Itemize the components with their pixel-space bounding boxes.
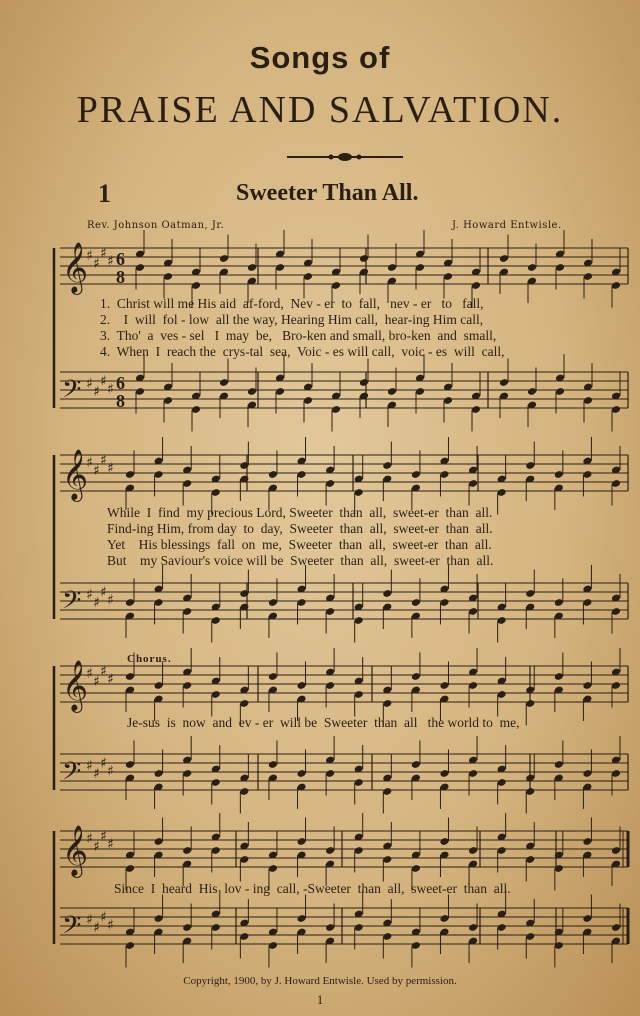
refrain-line-1: While I find my precious Lord, Sweeter than all, sweet-er than all.	[107, 505, 493, 520]
bass-clef: 𝄢	[62, 757, 82, 792]
sharp-sign: ♯	[100, 584, 107, 601]
sharp-sign: ♯	[107, 836, 114, 853]
sharp-sign: ♯	[107, 460, 114, 477]
sharp-sign: ♯	[93, 838, 100, 855]
book-title-top: Songs of	[249, 40, 391, 75]
bass-clef: 𝄢	[62, 911, 82, 946]
sharp-sign: ♯	[100, 828, 107, 845]
sharp-sign: ♯	[93, 765, 100, 782]
treble-clef: 𝄞	[62, 242, 89, 293]
book-title-main: PRAISE AND SALVATION.	[76, 89, 564, 131]
verse-line-4: 4. When I reach the crys-tal sea, Voic - es will call, voic - es will call,	[100, 344, 505, 359]
sharp-sign: ♯	[107, 917, 114, 934]
sharp-sign: ♯	[86, 758, 93, 774]
treble-clef: 𝄞	[62, 660, 89, 711]
sharp-sign: ♯	[107, 592, 114, 609]
sharp-sign: ♯	[86, 587, 93, 603]
sharp-sign: ♯	[93, 255, 100, 272]
refrain-line-3: Yet His blessings fall on me, Sweeter than all, sweet-er than all.	[107, 537, 492, 552]
chorus-label: Chorus.	[127, 653, 172, 665]
sharp-sign: ♯	[107, 381, 114, 398]
sharp-sign: ♯	[86, 376, 93, 392]
bass-clef: 𝄢	[62, 375, 82, 410]
sharp-sign: ♯	[86, 455, 93, 471]
copyright-notice: Copyright, 1900, by J. Howard Entwisle. Used by permission.	[183, 975, 457, 987]
sharp-sign: ♯	[100, 663, 107, 680]
treble-clef: 𝄞	[62, 449, 89, 500]
sharp-sign: ♯	[86, 248, 93, 264]
sharp-sign: ♯	[107, 253, 114, 270]
sharp-sign: ♯	[100, 373, 107, 390]
chorus-line-1: Je-sus is now and ev - er will be Sweeter than all the world to me,	[127, 715, 520, 730]
bass-clef: 𝄢	[62, 586, 82, 621]
sharp-sign: ♯	[100, 452, 107, 469]
sharp-sign: ♯	[86, 666, 93, 682]
treble-clef: 𝄞	[62, 825, 89, 876]
verse-line-3: 3. Tho' a ves - sel I may be, Bro-ken and small, bro-ken and small,	[100, 328, 497, 343]
refrain-line-2: Find-ing Him, from day to day, Sweeter than all, sweet-er than all.	[107, 521, 493, 536]
time-signature-bottom: 8	[116, 391, 125, 411]
sharp-sign: ♯	[100, 909, 107, 926]
time-signature-top: 6	[116, 373, 125, 393]
refrain-line-4: But my Saviour's voice will be Sweeter than all, sweet-er than all.	[107, 553, 494, 568]
song-title: Sweeter Than All.	[236, 180, 419, 206]
sharp-sign: ♯	[100, 245, 107, 262]
sharp-sign: ♯	[86, 831, 93, 847]
sharp-sign: ♯	[93, 462, 100, 479]
sharp-sign: ♯	[107, 763, 114, 780]
sharp-sign: ♯	[93, 673, 100, 690]
chorus-line-2: Since I heard His lov - ing call, -Sweeter than all, sweet-er than all.	[114, 881, 511, 896]
time-signature-bottom: 8	[116, 267, 125, 287]
song-number: 1	[98, 179, 111, 208]
sharp-sign: ♯	[86, 912, 93, 928]
verse-line-2: 2. I will fol - low all the way, Hearing Him call, hear-ing Him call,	[100, 312, 484, 327]
sharp-sign: ♯	[93, 594, 100, 611]
time-signature-top: 6	[116, 249, 125, 269]
sharp-sign: ♯	[93, 919, 100, 936]
sharp-sign: ♯	[93, 383, 100, 400]
page-number: 1	[316, 992, 324, 1007]
composer-credit: J. Howard Entwisle.	[452, 220, 562, 231]
verse-line-1: 1. Christ will me His aid af-ford, Nev - er to fall, nev - er to fall,	[100, 296, 484, 311]
sharp-sign: ♯	[100, 755, 107, 772]
sharp-sign: ♯	[107, 671, 114, 688]
lyricist-credit: Rev. Johnson Oatman, Jr.	[87, 220, 225, 231]
